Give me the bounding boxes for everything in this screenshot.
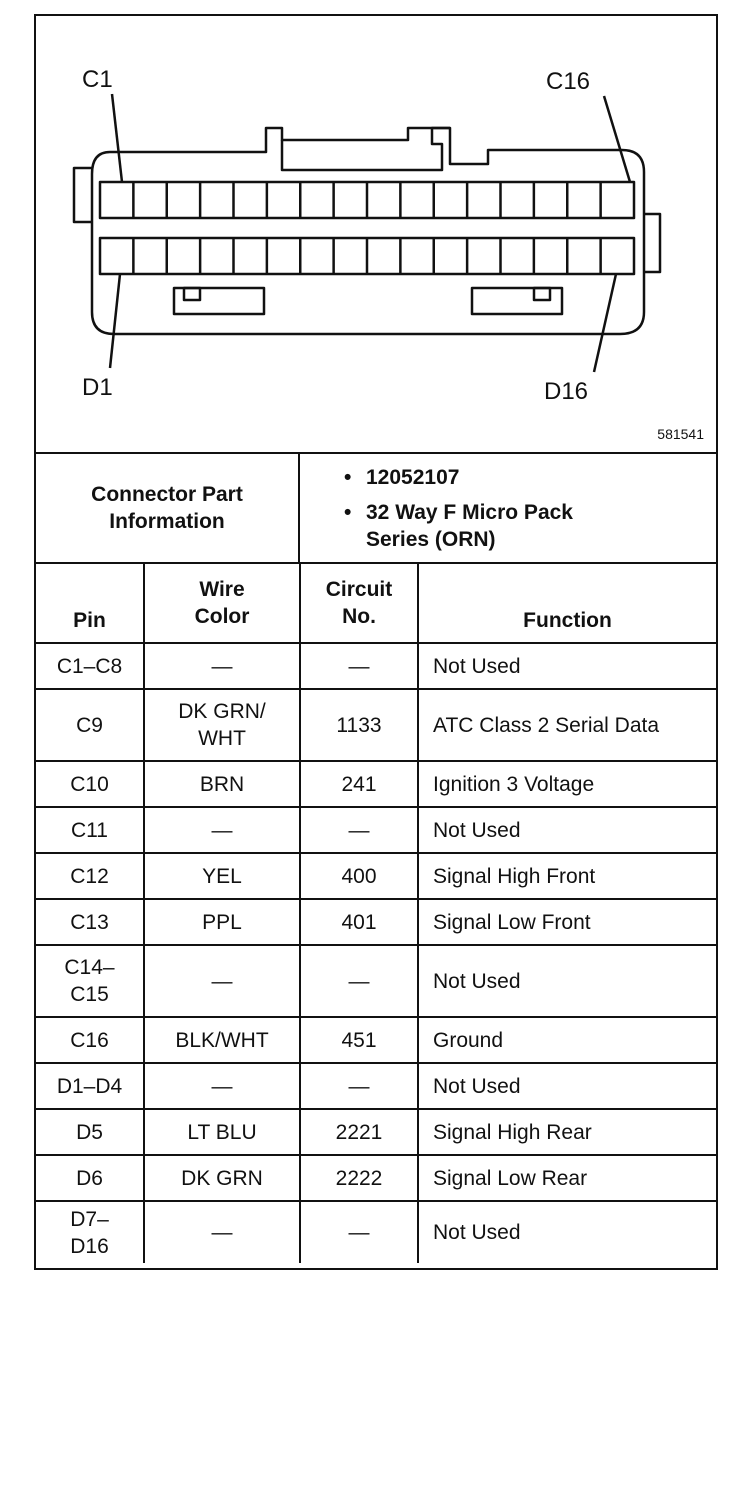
function-cell-text: ATC Class 2 Serial Data [433,713,660,737]
wire-color-cell [144,689,300,761]
connector-end-view-frame [34,14,718,1270]
table-row [36,643,716,689]
function-cell [418,1155,716,1201]
wire-color-cell-text: — [211,818,233,842]
circuit-cell-text: — [348,1221,370,1244]
wire-color-cell [144,1155,300,1201]
pin-cell [36,1017,144,1063]
wire-color-cell-text: LT BLU [187,1120,257,1144]
circuit-cell-text: 451 [341,1028,377,1052]
table-row [36,1017,716,1063]
pin-cell-text: C12 [70,864,109,888]
circuit-cell-text: — [348,654,370,678]
wire-color-cell-text: PPL [202,910,242,934]
label-c1: C1 [82,66,113,93]
function-cell [418,689,716,761]
header-function: Function [418,563,716,643]
wire-color-cell [144,1109,300,1155]
pin-cell [36,643,144,689]
circuit-cell [300,1063,418,1109]
pin-cell [36,945,144,1017]
function-cell [418,899,716,945]
pin-cell [36,899,144,945]
connector-info-label [36,454,300,562]
wire-color-cell [144,643,300,689]
wire-color-cell-text: BLK/WHT [175,1028,269,1052]
wire-color-cell-text: — [211,1074,233,1098]
wire-color-cell [144,1201,300,1263]
circuit-cell-text: 401 [341,910,377,934]
table-row [36,689,716,761]
header-circuit: Circuit No. [300,563,418,643]
pin-cell [36,1155,144,1201]
circuit-cell-text: — [348,969,370,993]
table-row [36,899,716,945]
circuit-cell [300,689,418,761]
table-row [36,945,716,1017]
connector-info-list [300,454,716,562]
table-row [36,807,716,853]
header-wire-color: Wire Color [144,563,300,643]
connector-part-information [36,452,716,562]
circuit-cell [300,853,418,899]
circuit-cell [300,643,418,689]
table-row [36,853,716,899]
wire-color-cell [144,807,300,853]
pin-cell-text: C9 [76,713,103,737]
pin-cell [36,1063,144,1109]
pin-cell-text: C11 [71,818,108,842]
wire-color-cell [144,899,300,945]
pin-cell-text: C10 [70,772,109,796]
wire-color-cell [144,945,300,1017]
pin-table [36,562,716,1263]
function-cell-text: Signal High Front [433,864,596,888]
wire-color-cell-text: — [211,1221,233,1244]
function-cell-text: Not Used [433,1221,521,1244]
wire-color-cell-text: DK GRN/ WHT [178,700,266,750]
pin-cell [36,761,144,807]
wire-color-cell [144,853,300,899]
header-pin: Pin [36,563,144,643]
function-cell [418,853,716,899]
wire-color-cell [144,761,300,807]
wire-color-cell-text: — [211,654,233,678]
function-cell-text: Ignition 3 Voltage [433,772,595,796]
table-row [36,1109,716,1155]
pin-cell-text: C1–C8 [56,654,123,678]
function-cell [418,761,716,807]
table-row [36,761,716,807]
circuit-cell [300,1017,418,1063]
table-row [36,1201,716,1263]
circuit-cell-text: 400 [341,864,377,888]
label-d16: D16 [544,378,589,405]
function-cell-text: Signal Low Rear [433,1166,588,1190]
function-cell [418,1201,716,1263]
connector-info-label-text: Connector Part Information [91,483,243,533]
pin-cell-text: D6 [76,1166,103,1190]
function-cell-text: Not Used [433,969,521,993]
wire-color-cell-text: — [211,969,233,993]
connector-series: • 32 Way F Micro Pack Series (ORN) [300,499,716,553]
pin-cell [36,853,144,899]
pin-table-header [36,563,716,643]
function-cell [418,1063,716,1109]
table-row [36,1063,716,1109]
function-cell [418,1109,716,1155]
circuit-cell [300,1201,418,1263]
pin-cell-text: C13 [70,910,109,934]
circuit-cell [300,761,418,807]
connector-part-number: • 12052107 [300,464,716,491]
wire-color-cell [144,1063,300,1109]
pin-cell-text: D1–D4 [56,1074,123,1098]
function-cell [418,643,716,689]
circuit-cell-text: 2221 [335,1120,383,1144]
circuit-cell-text: — [348,1074,370,1098]
circuit-cell [300,899,418,945]
circuit-cell [300,1109,418,1155]
wire-color-cell-text: YEL [202,864,242,888]
connector-drawing [36,16,716,452]
circuit-cell [300,807,418,853]
connector-diagram [36,16,716,452]
wire-color-cell [144,1017,300,1063]
function-cell-text: Signal Low Front [433,910,591,934]
circuit-cell [300,1155,418,1201]
circuit-cell [300,945,418,1017]
label-d1: D1 [82,374,113,401]
function-cell [418,1017,716,1063]
pin-cell-text: C14– C15 [64,956,115,1006]
wire-color-cell-text: BRN [199,772,245,796]
pin-cell [36,1201,144,1263]
pin-cell-text: C16 [70,1028,109,1052]
function-cell-text: Not Used [433,1074,521,1098]
circuit-cell-text: 241 [341,772,377,796]
function-cell [418,945,716,1017]
function-cell-text: Not Used [433,654,521,678]
circuit-cell-text: — [348,818,370,842]
table-row [36,1155,716,1201]
function-cell-text: Ground [433,1028,504,1052]
figure-number: 581541 [657,426,704,442]
function-cell [418,807,716,853]
pin-cell [36,807,144,853]
function-cell-text: Not Used [433,818,521,842]
pin-cell-text: D5 [76,1120,103,1144]
circuit-cell-text: 1133 [336,713,382,737]
circuit-cell-text: 2222 [335,1166,383,1190]
function-cell-text: Signal High Rear [433,1120,592,1144]
pin-cell [36,1109,144,1155]
pin-cell-text: D7– D16 [70,1207,109,1258]
pin-cell [36,689,144,761]
label-c16: C16 [546,68,591,95]
wire-color-cell-text: DK GRN [181,1166,263,1190]
